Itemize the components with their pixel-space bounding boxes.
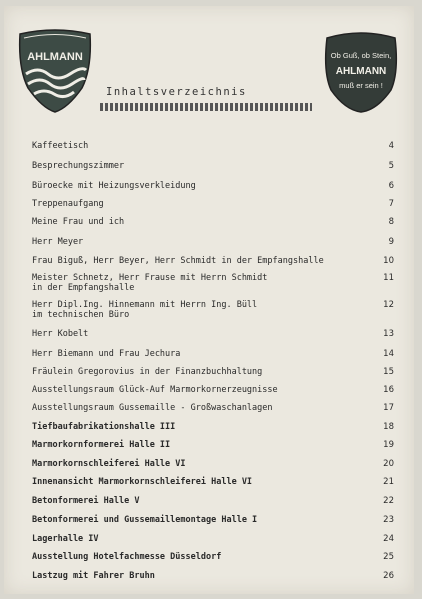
svg-text:muß er sein !: muß er sein ! [339,81,383,90]
toc-entry-title: Herr Meyer [32,237,84,247]
toc-entry-page: 19 [383,440,394,450]
ahlmann-shield-logo [16,28,94,114]
toc-entry-title: Betonformerei und Gussemaillemontage Halle I [32,515,258,525]
toc-entry-page: 10 [383,256,394,266]
toc-entry-title: Ausstellungsraum Glück-Auf Marmorkornerzeugnisse [32,385,278,395]
toc-entry-title: Kaffeetisch [32,141,89,151]
toc-entry-title: Marmorkornformerei Halle II [32,440,171,450]
toc-entry-page: 6 [388,181,394,191]
toc-entry-title: Betonformerei Halle V [32,496,140,506]
toc-entry-title: Ausstellung Hotelfachmesse Düsseldorf [32,552,222,562]
toc-entry-page: 26 [383,571,394,581]
toc-entry-page: 22 [383,496,394,506]
svg-text:AHLMANN: AHLMANN [335,66,387,77]
toc-entry-title: Besprechungszimmer [32,161,125,171]
toc-entry-page: 18 [383,422,394,432]
toc-entry-title: Meister Schnetz, Herr Frause mit Herrn Schmidt in der Empfangshalle [32,273,268,293]
page-heading: Inhaltsverzeichnis [106,86,247,98]
toc-entry-title: Ausstellungsraum Gussemaille - Großwaschanlagen [32,403,273,413]
double-underline [100,103,312,111]
toc-entry-title: Herr Kobelt [32,329,89,339]
toc-entry-page: 20 [383,459,394,469]
toc-entry-title: Lastzug mit Fahrer Bruhn [32,571,155,581]
toc-entry-page: 24 [383,534,394,544]
toc-entry-title: Herr Dipl.Ing. Hinnemann mit Herrn Ing. Büll im technischen Büro [32,300,258,320]
toc-entry-page: 9 [388,237,394,247]
toc-entry-page: 11 [383,273,394,283]
toc-entry-title: Büroecke mit Heizungsverkleidung [32,181,196,191]
toc-entry-page: 7 [388,199,394,209]
toc-entry-page: 5 [388,161,394,171]
toc-entry-page: 14 [383,349,394,359]
toc-entry-title: Innenansicht Marmorkornschleiferei Halle VI [32,477,253,487]
toc-entry-title: Herr Biemann und Frau Jechura [32,349,181,359]
toc-entry-page: 25 [383,552,394,562]
toc-entry-title: Tiefbaufabrikationshalle III [32,422,176,432]
toc-entry-page: 12 [383,300,394,310]
svg-text:Ob Guß, ob Stein,: Ob Guß, ob Stein, [330,51,392,60]
slogan-badge-logo [321,28,401,114]
toc-entry-page: 4 [388,141,394,151]
toc-entry-page: 16 [383,385,394,395]
svg-text:AHLMANN: AHLMANN [27,51,83,63]
toc-entry-title: Frau Biguß, Herr Beyer, Herr Schmidt in der Empfangshalle [32,256,324,266]
toc-entry-page: 13 [383,329,394,339]
toc-entry-page: 15 [383,367,394,377]
toc-entry-title: Meine Frau und ich [32,217,125,227]
toc-entry-page: 21 [383,477,394,487]
toc-entry-page: 17 [383,403,394,413]
toc-entry-title: Lagerhalle IV [32,534,99,544]
toc-entry-title: Fräulein Gregorovius in der Finanzbuchhaltung [32,367,263,377]
toc-entry-title: Treppenaufgang [32,199,104,209]
toc-entry-page: 8 [388,217,394,227]
toc-entry-page: 23 [383,515,394,525]
document-page [4,6,414,594]
toc-entry-title: Marmorkornschleiferei Halle VI [32,459,186,469]
